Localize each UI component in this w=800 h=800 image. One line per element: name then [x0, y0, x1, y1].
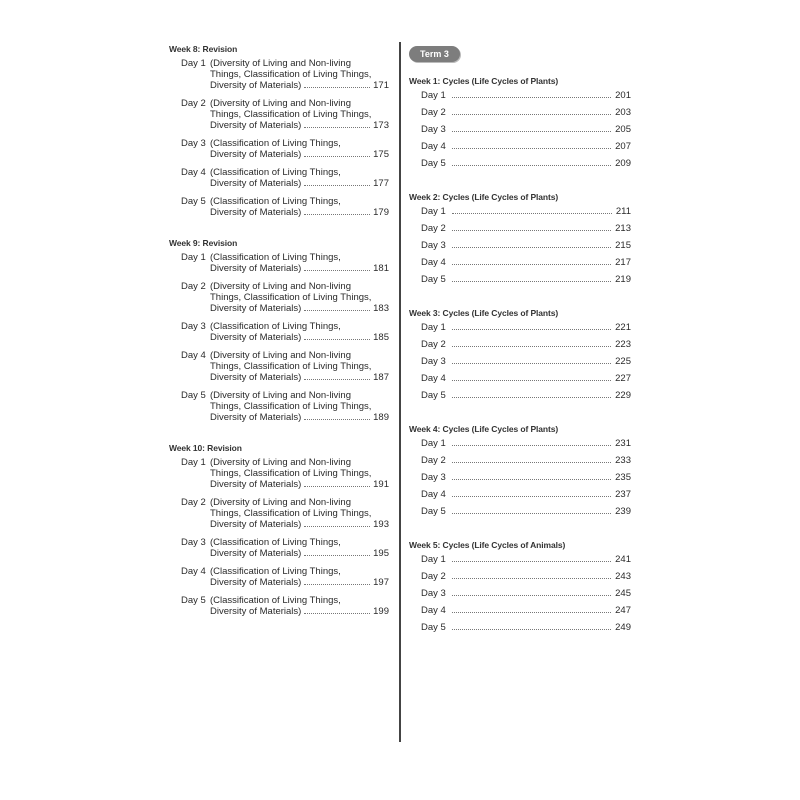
- term-weeks-list: [409, 76, 631, 633]
- week-heading: Week 1: Cycles (Life Cycles of Plants): [409, 76, 559, 86]
- dot-leader: [452, 213, 612, 214]
- toc-entry[interactable]: [421, 124, 631, 135]
- week-heading: Week 10: Revision: [169, 443, 242, 453]
- toc-entry[interactable]: [181, 252, 389, 274]
- day-label: Day 4: [181, 350, 206, 361]
- day-label: Day 5: [181, 196, 206, 207]
- toc-entry[interactable]: [421, 141, 631, 152]
- revision-week-section: [169, 238, 389, 423]
- day-label: Day 1: [421, 554, 446, 565]
- dot-leader: [304, 555, 370, 556]
- page-number: 235: [615, 472, 631, 483]
- day-label: Day 4: [181, 167, 206, 178]
- dot-leader: [452, 629, 611, 630]
- entry-description: [210, 252, 389, 274]
- term-week-section: [409, 192, 631, 285]
- toc-entry[interactable]: [181, 196, 389, 218]
- description-line: Things, Classification of Living Things,: [210, 292, 372, 303]
- page-number: 249: [615, 622, 631, 633]
- entry-description: [210, 167, 389, 189]
- description-line: Diversity of Materials): [210, 120, 302, 131]
- page-number: 195: [373, 548, 389, 559]
- page-number: 203: [615, 107, 631, 118]
- term-week-section: [409, 76, 631, 169]
- description-line: Things, Classification of Living Things,: [210, 508, 372, 519]
- description-line: (Classification of Living Things,: [210, 167, 341, 178]
- term-badge: Term 3: [409, 46, 460, 62]
- description-line: Things, Classification of Living Things,: [210, 361, 372, 372]
- toc-entry[interactable]: [421, 322, 631, 333]
- dot-leader: [452, 479, 611, 480]
- page-number: 199: [373, 606, 389, 617]
- toc-entry[interactable]: [181, 390, 389, 423]
- dot-leader: [304, 419, 370, 420]
- description-line: (Classification of Living Things,: [210, 595, 341, 606]
- day-label: Day 2: [421, 223, 446, 234]
- description-line: Diversity of Materials): [210, 149, 302, 160]
- day-label: Day 4: [421, 489, 446, 500]
- dot-leader: [304, 379, 370, 380]
- page-number: 217: [615, 257, 631, 268]
- day-label: Day 5: [421, 274, 446, 285]
- toc-entry[interactable]: [421, 588, 631, 599]
- dot-leader: [452, 561, 611, 562]
- dot-leader: [452, 230, 611, 231]
- toc-entry[interactable]: [421, 489, 631, 500]
- page-number: 215: [615, 240, 631, 251]
- dot-leader: [304, 526, 370, 527]
- revision-week-section: [169, 44, 389, 218]
- page-number: 181: [373, 263, 389, 274]
- toc-entry[interactable]: [421, 356, 631, 367]
- description-last-line: [210, 332, 389, 343]
- description-line: (Diversity of Living and Non-living: [210, 58, 351, 69]
- day-label: Day 4: [421, 373, 446, 384]
- page-number: 211: [615, 206, 631, 217]
- day-label: Day 2: [181, 497, 206, 508]
- toc-entry[interactable]: [421, 339, 631, 350]
- entry-description: [210, 595, 389, 617]
- toc-entry[interactable]: [421, 240, 631, 251]
- toc-entry[interactable]: [421, 158, 631, 169]
- toc-entry[interactable]: [181, 167, 389, 189]
- page-number: 205: [615, 124, 631, 135]
- toc-entry[interactable]: [421, 257, 631, 268]
- page-number: 187: [373, 372, 389, 383]
- description-last-line: [210, 149, 389, 160]
- description-line: Things, Classification of Living Things,: [210, 468, 372, 479]
- day-label: Day 1: [421, 90, 446, 101]
- term-week-section: [409, 308, 631, 401]
- dot-leader: [452, 264, 611, 265]
- description-last-line: [210, 372, 389, 383]
- description-line: Diversity of Materials): [210, 207, 302, 218]
- page-number: 213: [615, 223, 631, 234]
- page-number: 191: [373, 479, 389, 490]
- day-label: Day 5: [181, 390, 206, 401]
- day-label: Day 2: [421, 455, 446, 466]
- toc-entry[interactable]: [181, 595, 389, 617]
- day-label: Day 3: [181, 138, 206, 149]
- toc-entry[interactable]: [421, 472, 631, 483]
- page-number: 239: [615, 506, 631, 517]
- toc-entry[interactable]: [181, 321, 389, 343]
- description-line: (Classification of Living Things,: [210, 252, 341, 263]
- day-label: Day 3: [421, 472, 446, 483]
- toc-entry[interactable]: [421, 455, 631, 466]
- description-line: Diversity of Materials): [210, 178, 302, 189]
- dot-leader: [452, 513, 611, 514]
- description-last-line: [210, 519, 389, 530]
- page-number: 171: [373, 80, 389, 91]
- page-number: 183: [373, 303, 389, 314]
- entry-description: [210, 98, 389, 131]
- day-label: Day 2: [421, 339, 446, 350]
- description-line: (Classification of Living Things,: [210, 566, 341, 577]
- entry-description: [210, 58, 389, 91]
- description-last-line: [210, 207, 389, 218]
- toc-entry[interactable]: [181, 350, 389, 383]
- day-label: Day 4: [421, 257, 446, 268]
- dot-leader: [304, 156, 370, 157]
- week-heading: Week 5: Cycles (Life Cycles of Animals): [409, 540, 566, 550]
- dot-leader: [304, 486, 370, 487]
- toc-entry[interactable]: [181, 566, 389, 588]
- page-number: 229: [615, 390, 631, 401]
- description-line: Diversity of Materials): [210, 372, 302, 383]
- day-label: Day 5: [181, 595, 206, 606]
- dot-leader: [452, 97, 611, 98]
- description-line: Diversity of Materials): [210, 263, 302, 274]
- week-heading: Week 4: Cycles (Life Cycles of Plants): [409, 424, 559, 434]
- dot-leader: [452, 445, 611, 446]
- toc-entry[interactable]: [421, 571, 631, 582]
- toc-entry[interactable]: [421, 274, 631, 285]
- page-number: 221: [615, 322, 631, 333]
- page-number: 197: [373, 577, 389, 588]
- toc-entry[interactable]: [421, 506, 631, 517]
- entry-description: [210, 196, 389, 218]
- dot-leader: [304, 185, 370, 186]
- toc-entry[interactable]: [181, 138, 389, 160]
- page-number: 225: [615, 356, 631, 367]
- description-last-line: [210, 303, 389, 314]
- page-number: 245: [615, 588, 631, 599]
- entry-description: [210, 321, 389, 343]
- description-line: (Classification of Living Things,: [210, 537, 341, 548]
- dot-leader: [452, 578, 611, 579]
- description-last-line: [210, 606, 389, 617]
- description-line: Things, Classification of Living Things,: [210, 109, 372, 120]
- description-line: Diversity of Materials): [210, 606, 302, 617]
- description-line: (Diversity of Living and Non-living: [210, 281, 351, 292]
- day-label: Day 3: [421, 240, 446, 251]
- page-number: 177: [373, 178, 389, 189]
- entry-description: [210, 281, 389, 314]
- revision-week-section: [169, 443, 389, 617]
- description-line: (Classification of Living Things,: [210, 196, 341, 207]
- description-line: Diversity of Materials): [210, 332, 302, 343]
- description-line: Diversity of Materials): [210, 412, 302, 423]
- dot-leader: [304, 270, 370, 271]
- day-label: Day 1: [421, 322, 446, 333]
- page-number: 179: [373, 207, 389, 218]
- description-line: (Classification of Living Things,: [210, 138, 341, 149]
- dot-leader: [452, 397, 611, 398]
- entry-description: [210, 138, 389, 160]
- toc-entry[interactable]: [421, 554, 631, 565]
- day-label: Day 3: [421, 588, 446, 599]
- dot-leader: [304, 87, 370, 88]
- column-divider: [399, 42, 401, 742]
- day-label: Day 2: [421, 107, 446, 118]
- description-line: (Diversity of Living and Non-living: [210, 497, 351, 508]
- dot-leader: [304, 214, 370, 215]
- entry-description: [210, 497, 389, 530]
- dot-leader: [452, 329, 611, 330]
- toc-entry[interactable]: [181, 497, 389, 530]
- toc-entry[interactable]: [421, 107, 631, 118]
- week-heading: Week 9: Revision: [169, 238, 238, 248]
- dot-leader: [452, 595, 611, 596]
- toc-entry[interactable]: [421, 438, 631, 449]
- page-number: 175: [373, 149, 389, 160]
- right-column: [409, 46, 631, 656]
- term-week-section: [409, 540, 631, 633]
- toc-entry[interactable]: [421, 223, 631, 234]
- entry-description: [210, 457, 389, 490]
- page-number: 241: [615, 554, 631, 565]
- toc-entry[interactable]: [181, 537, 389, 559]
- description-last-line: [210, 479, 389, 490]
- toc-entry[interactable]: [181, 457, 389, 490]
- description-line: Diversity of Materials): [210, 548, 302, 559]
- day-label: Day 1: [421, 206, 446, 217]
- toc-entry[interactable]: [181, 98, 389, 131]
- dot-leader: [452, 363, 611, 364]
- day-label: Day 2: [421, 571, 446, 582]
- page-number: 223: [615, 339, 631, 350]
- description-line: Diversity of Materials): [210, 80, 302, 91]
- page-number: 185: [373, 332, 389, 343]
- description-line: Diversity of Materials): [210, 479, 302, 490]
- page-number: 237: [615, 489, 631, 500]
- page-number: 231: [615, 438, 631, 449]
- dot-leader: [452, 380, 611, 381]
- dot-leader: [304, 584, 370, 585]
- entry-description: [210, 537, 389, 559]
- week-heading: Week 2: Cycles (Life Cycles of Plants): [409, 192, 559, 202]
- description-last-line: [210, 577, 389, 588]
- dot-leader: [452, 281, 611, 282]
- day-label: Day 4: [421, 605, 446, 616]
- page-number: 219: [615, 274, 631, 285]
- description-line: Diversity of Materials): [210, 577, 302, 588]
- description-line: Things, Classification of Living Things,: [210, 69, 372, 80]
- dot-leader: [452, 612, 611, 613]
- term-week-section: [409, 424, 631, 517]
- dot-leader: [452, 148, 611, 149]
- day-label: Day 4: [421, 141, 446, 152]
- day-label: Day 2: [181, 98, 206, 109]
- page-number: 209: [615, 158, 631, 169]
- day-label: Day 3: [181, 321, 206, 332]
- description-last-line: [210, 178, 389, 189]
- description-line: (Classification of Living Things,: [210, 321, 341, 332]
- day-label: Day 3: [421, 356, 446, 367]
- day-label: Day 3: [181, 537, 206, 548]
- toc-entry[interactable]: [421, 90, 631, 101]
- page-number: 173: [373, 120, 389, 131]
- entry-description: [210, 566, 389, 588]
- description-line: (Diversity of Living and Non-living: [210, 457, 351, 468]
- page-number: 201: [615, 90, 631, 101]
- day-label: Day 5: [421, 390, 446, 401]
- dot-leader: [452, 131, 611, 132]
- dot-leader: [304, 127, 370, 128]
- toc-entry[interactable]: [421, 373, 631, 384]
- dot-leader: [452, 462, 611, 463]
- description-line: Diversity of Materials): [210, 303, 302, 314]
- dot-leader: [304, 310, 370, 311]
- day-label: Day 5: [421, 506, 446, 517]
- description-line: (Diversity of Living and Non-living: [210, 350, 351, 361]
- day-label: Day 1: [181, 58, 206, 69]
- page-number: 247: [615, 605, 631, 616]
- dot-leader: [452, 165, 611, 166]
- dot-leader: [304, 613, 370, 614]
- toc-entry[interactable]: [421, 390, 631, 401]
- day-label: Day 1: [181, 457, 206, 468]
- dot-leader: [452, 247, 611, 248]
- day-label: Day 5: [421, 158, 446, 169]
- page-number: 243: [615, 571, 631, 582]
- page-number: 193: [373, 519, 389, 530]
- toc-entry[interactable]: [421, 206, 631, 217]
- page-number: 233: [615, 455, 631, 466]
- day-label: Day 4: [181, 566, 206, 577]
- day-label: Day 3: [421, 124, 446, 135]
- week-heading: Week 3: Cycles (Life Cycles of Plants): [409, 308, 559, 318]
- toc-entry[interactable]: [421, 605, 631, 616]
- toc-entry[interactable]: [181, 281, 389, 314]
- toc-entry[interactable]: [181, 58, 389, 91]
- description-last-line: [210, 548, 389, 559]
- description-last-line: [210, 412, 389, 423]
- description-line: Things, Classification of Living Things,: [210, 401, 372, 412]
- left-column: [169, 44, 389, 624]
- description-line: (Diversity of Living and Non-living: [210, 390, 351, 401]
- dot-leader: [452, 346, 611, 347]
- entry-description: [210, 350, 389, 383]
- description-line: (Diversity of Living and Non-living: [210, 98, 351, 109]
- description-last-line: [210, 120, 389, 131]
- day-label: Day 1: [181, 252, 206, 263]
- description-last-line: [210, 80, 389, 91]
- toc-entry[interactable]: [421, 622, 631, 633]
- page-number: 207: [615, 141, 631, 152]
- day-label: Day 1: [421, 438, 446, 449]
- dot-leader: [304, 339, 370, 340]
- day-label: Day 2: [181, 281, 206, 292]
- dot-leader: [452, 114, 611, 115]
- description-last-line: [210, 263, 389, 274]
- week-heading: Week 8: Revision: [169, 44, 238, 54]
- dot-leader: [452, 496, 611, 497]
- day-label: Day 5: [421, 622, 446, 633]
- description-line: Diversity of Materials): [210, 519, 302, 530]
- entry-description: [210, 390, 389, 423]
- page-number: 227: [615, 373, 631, 384]
- page-number: 189: [373, 412, 389, 423]
